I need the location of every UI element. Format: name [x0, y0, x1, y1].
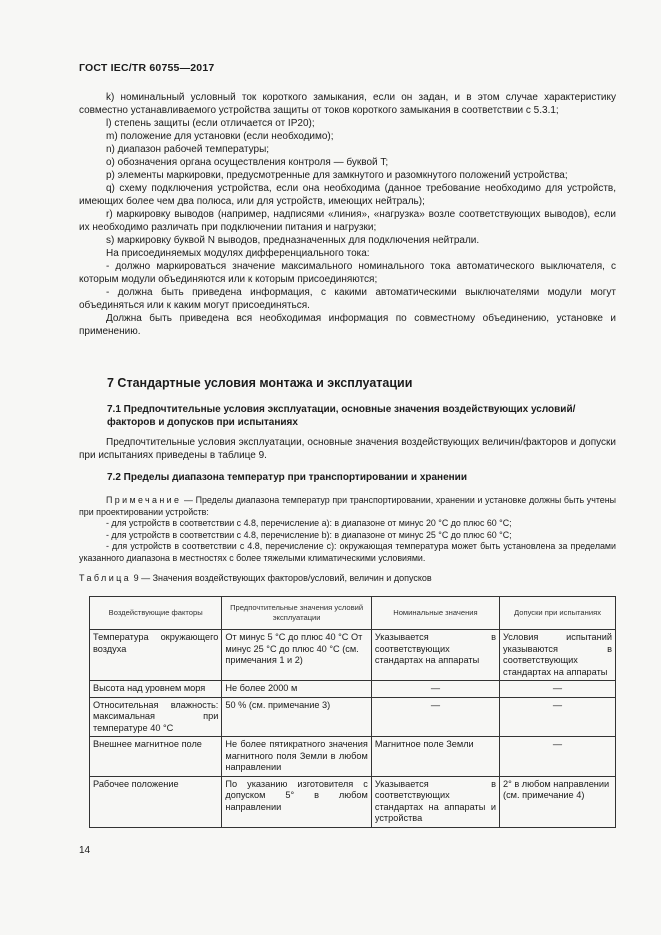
table-header: Допуски при испытаниях [500, 597, 616, 630]
table-caption [79, 573, 432, 583]
table-cell: Температура окружающего воздуха [90, 630, 222, 681]
table-row [90, 776, 616, 827]
table-cell: — [500, 681, 616, 698]
table-row [90, 630, 616, 681]
list-item: q) схему подключения устройства, если она необходима (данное требование необходимо для устройств, имеющих более чем два полюса, или для устройств, имеющих нейтраль); [79, 183, 616, 207]
table-cell: 50 % (см. примечание 3) [222, 697, 371, 737]
table-cell: Внешнее магнитное поле [90, 737, 222, 777]
table-header: Номинальные значения [371, 597, 499, 630]
table-cell: Магнитное поле Земли [371, 737, 499, 777]
table-row [90, 681, 616, 698]
list-item: - должно маркироваться значение максимального номинального тока автоматического выключателя, с которым модули объединяются или к которым присоединяются; [79, 261, 616, 285]
body-text [79, 91, 616, 338]
section-heading: 7 Стандартные условия монтажа и эксплуатации [107, 376, 413, 390]
table-caption-text: 9 — Значения воздействующих факторов/условий, величин и допусков [133, 573, 432, 583]
table-cell: Указывается в соответствующих стандартах на аппараты и устройства [371, 776, 499, 827]
note-line: - для устройств в соответствии с 4.8, перечисление а): в диапазоне от минус 20 °С до плюс 60 °С; [106, 518, 512, 528]
table-cell: — [371, 697, 499, 737]
subsection-heading: 7.1 Предпочтительные условия эксплуатации, основные значения воздействующих условий/факторов и допусков при испытаниях [107, 404, 576, 428]
table-header: Предпочтительные значения условий эксплуатации [222, 597, 371, 630]
table-header-row [90, 597, 616, 630]
table-cell: Не более 2000 м [222, 681, 371, 698]
note-block [79, 495, 616, 564]
table-cell: Относительная влажность: максимальная при температуре 40 °С [90, 697, 222, 737]
table-row [90, 737, 616, 777]
conditions-table [89, 596, 616, 828]
table-cell: Не более пятикратного значения магнитного поля Земли в любом направлении [222, 737, 371, 777]
table-cell: По указанию изготовителя с допуском 5° в любом направлении [222, 776, 371, 827]
list-item: r) маркировку выводов (например, надписями «линия», «нагрузка» возле соответствующих выводов), если их необходимо различать при подключении питания и нагрузки; [79, 209, 616, 233]
table-cell: 2° в любом направлении (см. примечание 4) [500, 776, 616, 827]
list-item: s) маркировку буквой N выводов, предназначенных для подключения нейтрали. [106, 235, 480, 246]
note-line: - для устройств в соответствии с 4.8, перечисление с): окружающая температура может быть установлена за пределами указанного диапазона в местностях с более тяжелыми климатическими условиями. [79, 541, 616, 563]
page-number: 14 [79, 845, 91, 856]
table-cell: — [500, 737, 616, 777]
table-caption-label: Таблица [79, 573, 132, 583]
note-label: Примечание [106, 495, 182, 505]
list-item: k) номинальный условный ток короткого замыкания, если он задан, и в этом случае характеристику совместно устанавливаемого устройства защиты от токов короткого замыкания в соответствии с 5.3.1; [79, 92, 616, 116]
list-item: - должна быть приведена информация, с какими автоматическими выключателями модули могут объединяться или к каким могут присоединяться. [79, 287, 616, 311]
table-cell: Условия испытаний указываются в соответствующих стандартах на аппараты [500, 630, 616, 681]
note-line: - для устройств в соответствии с 4.8, перечисление b): в диапазоне от минус 25 °С до плюс 60 °С; [106, 529, 512, 540]
table-header: Воздействующие факторы [90, 597, 222, 630]
note-intro [79, 495, 616, 518]
list-item: m) положение для установки (если необходимо); [106, 131, 334, 142]
table-cell: Высота над уровнем моря [90, 681, 222, 698]
list-item: n) диапазон рабочей температуры; [106, 144, 270, 155]
paragraph: На присоединяемых модулях дифференциального тока: [106, 248, 370, 259]
subsection-heading: 7.2 Пределы диапазона температур при транспортировании и хранении [107, 472, 467, 483]
note-text: — Пределы диапазона температур при транспортировании, хранении и установке должны быть учтены при проектировании устройств: [79, 495, 616, 517]
paragraph: Предпочтительные условия эксплуатации, основные значения воздействующих величин/факторов и допуски при испытаниях приведены в таблице 9. [79, 437, 616, 461]
paragraph: Должна быть приведена вся необходимая информация по совместному объединению, установке и применению. [79, 313, 616, 337]
table-cell: Указывается в соответствующих стандартах на аппараты [371, 630, 499, 681]
table-cell: От минус 5 °С до плюс 40 °С От минус 25 °С до плюс 40 °С (см. примечания 1 и 2) [222, 630, 371, 681]
list-item: o) обозначения органа осуществления контроля — буквой T; [106, 157, 389, 168]
list-item: p) элементы маркировки, предусмотренные для замкнутого и разомкнутого положений устройства; [106, 170, 568, 181]
list-item: l) степень защиты (если отличается от IP20); [106, 118, 315, 129]
document-header: ГОСТ IEC/TR 60755—2017 [79, 62, 215, 74]
table-row [90, 697, 616, 737]
table-cell: Рабочее положение [90, 776, 222, 827]
table-cell: — [500, 697, 616, 737]
table-cell: — [371, 681, 499, 698]
